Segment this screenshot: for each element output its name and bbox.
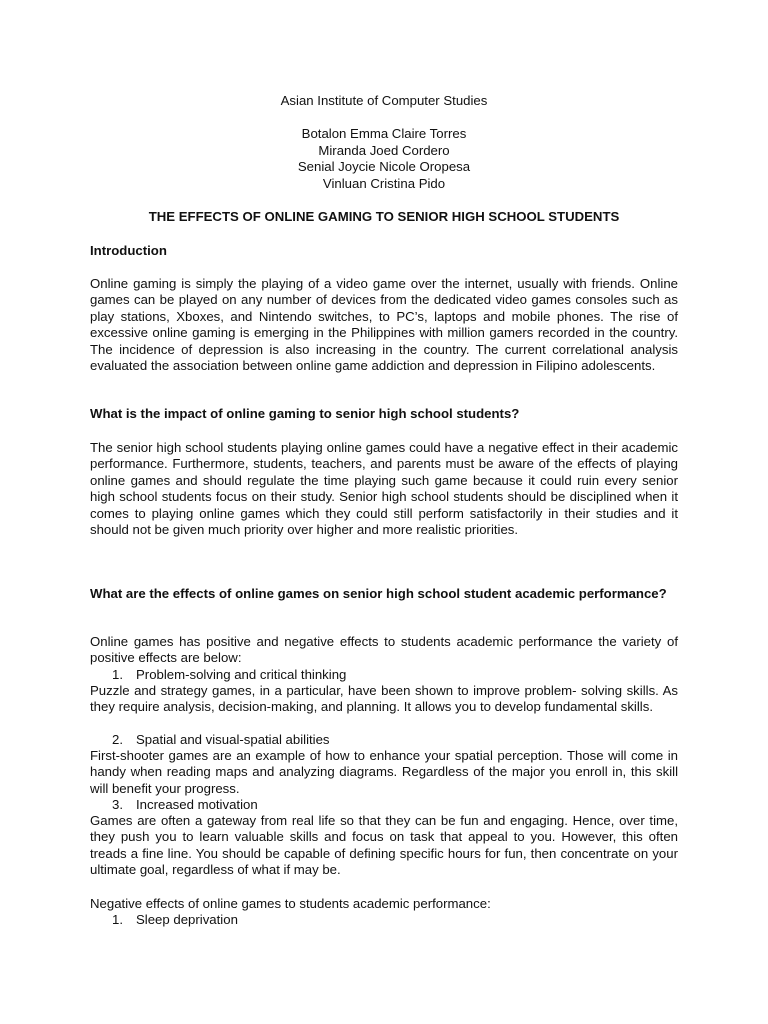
author-name: Miranda Joed Cordero	[318, 142, 450, 158]
effects-intro-paragraph: Online games has positive and negative effects to students academic performance the variety of positive effects are below:	[90, 634, 678, 666]
list-label: Increased motivation	[136, 797, 258, 812]
list-item	[112, 797, 678, 813]
impact-paragraph: The senior high school students playing online games could have a negative effect in their academic performance. Furthermore, students, teachers, and parents must be aware of the effects of playing online games and should regulate the time playing such game because it could ruin every senior high school students focus on their study. Senior high school students should be disciplined when it comes to playing online games which they could still perform satisfactorily in their studies and it should not be given much priority over higher and more realistic priorities.	[90, 440, 678, 538]
list-item-description: First-shooter games are an example of how to enhance your spatial perception. Those will come in handy when reading maps and analyzing diagrams. Regardless of the major you enroll in, this skill will benefit your progress.	[90, 748, 678, 796]
negative-intro-paragraph: Negative effects of online games to students academic performance:	[90, 896, 491, 911]
author-name: Vinluan Cristina Pido	[322, 175, 446, 191]
author-list	[90, 126, 678, 192]
list-item-description: Puzzle and strategy games, in a particular, have been shown to improve problem- solving skills. As they require analysis, decision-making, and planning. It allows you to develop fundamental skills.	[90, 683, 678, 715]
list-item	[112, 732, 678, 748]
list-item-description: Games are often a gateway from real life so that they can be fun and engaging. Hence, over time, they push you to learn valuable skills and focus on task that appeal to you. However, this often treads a fine line. You should be capable of defining specific hours for fun, then concentrate on your ultimate goal, regardless of what if may be.	[90, 813, 678, 878]
institute-name: Asian Institute of Computer Studies	[280, 93, 488, 108]
list-number: 3.	[112, 797, 123, 812]
list-item	[112, 667, 678, 683]
document-title: THE EFFECTS OF ONLINE GAMING TO SENIOR HIGH SCHOOL STUDENTS	[148, 209, 620, 224]
list-number: 2.	[112, 732, 123, 747]
list-item	[112, 912, 678, 928]
impact-heading: What is the impact of online gaming to senior high school students?	[90, 406, 520, 421]
list-number: 1.	[112, 912, 123, 927]
list-label: Sleep deprivation	[136, 912, 238, 927]
list-number: 1.	[112, 667, 123, 682]
author-name: Botalon Emma Claire Torres	[301, 126, 467, 141]
intro-paragraph: Online gaming is simply the playing of a video game over the internet, usually with friends. Online games can be played on any number of devices from the dedicated video games consoles such as play stations, Xboxes, and Nintendo switches, to PC’s, laptops and mobile phones. The rise of excessive online gaming is emerging in the Philippines with million gamers recorded in the country. The incidence of depression is also increasing in the country. The current correlational analysis evaluated the association between online game addiction and depression in Filipino adolescents.	[90, 276, 678, 374]
effects-heading: What are the effects of online games on senior high school student academic performance?	[90, 586, 667, 601]
list-label: Problem-solving and critical thinking	[136, 667, 347, 682]
list-label: Spatial and visual-spatial abilities	[136, 732, 330, 747]
intro-heading: Introduction	[90, 243, 167, 258]
author-name: Senial Joycie Nicole Oropesa	[297, 159, 471, 174]
